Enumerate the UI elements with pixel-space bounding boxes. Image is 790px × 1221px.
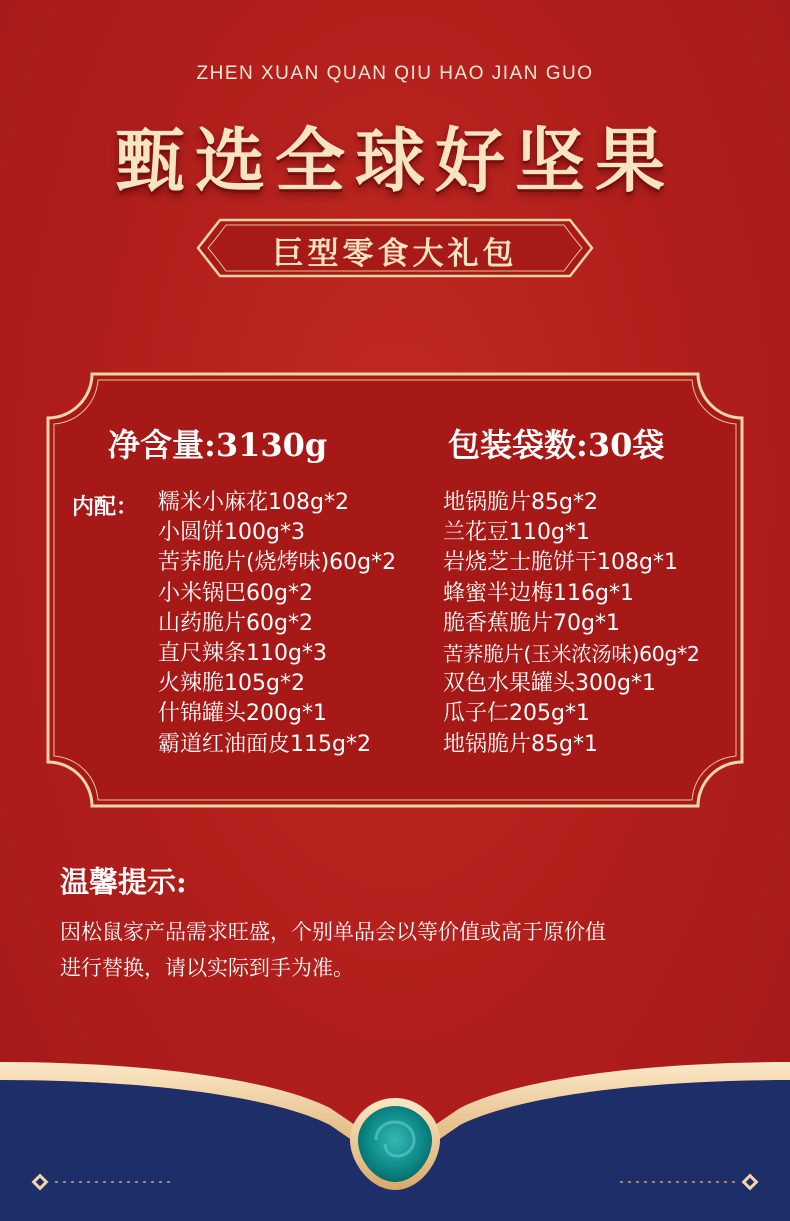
list-item: 霸道红油面皮115g*2 (158, 731, 371, 757)
bag-count: 包装袋数:30袋 (448, 426, 665, 464)
list-item: 双色水果罐头300g*1 (443, 671, 656, 697)
net-weight: 净含量:3130g (108, 426, 328, 464)
tips-line: 因松鼠家产品需求旺盛，个别单品会以等价值或高于原价值 (60, 920, 606, 944)
list-item: 地锅脆片85g*2 (443, 490, 598, 515)
contents-list-left (158, 488, 396, 760)
list-item: 地锅脆片85g*1 (443, 731, 598, 757)
tips-text (60, 914, 750, 986)
list-item: 直尺辣条110g*3 (158, 640, 327, 666)
list-item: 蜂蜜半边梅116g*1 (443, 580, 634, 606)
list-item: 苦荞脆片(玉米浓汤味)60g*2 (443, 641, 700, 666)
list-item: 火辣脆105g*2 (158, 671, 305, 697)
bottom-decoration (0, 1040, 790, 1221)
pinyin-subtitle: ZHEN XUAN QUAN QIU HAO JIAN GUO (196, 63, 594, 84)
list-item: 什锦罐头200g*1 (158, 701, 327, 727)
tips-title: 温馨提示: (60, 865, 187, 899)
contents-list-right (443, 488, 700, 760)
ribbon-banner (196, 218, 594, 278)
contents-label: 内配： (72, 495, 139, 520)
list-item: 脆香蕉脆片70g*1 (443, 610, 620, 636)
list-item: 苦荞脆片(烧烤味)60g*2 (158, 550, 397, 576)
main-title: 甄选全球好坚果 (115, 119, 675, 202)
list-item: 糯米小麻花108g*2 (158, 490, 349, 515)
list-item: 小圆饼100g*3 (158, 520, 305, 546)
list-item: 小米锅巴60g*2 (158, 580, 313, 606)
list-item: 瓜子仁205g*1 (443, 701, 590, 727)
ribbon-text: 巨型零食大礼包 (272, 236, 518, 272)
list-item: 山药脆片60g*2 (158, 610, 313, 636)
list-item: 岩烧芝士脆饼干108g*1 (443, 550, 678, 576)
tips-line: 进行替换，请以实际到手为准。 (60, 956, 354, 980)
list-item: 兰花豆110g*1 (443, 520, 590, 546)
